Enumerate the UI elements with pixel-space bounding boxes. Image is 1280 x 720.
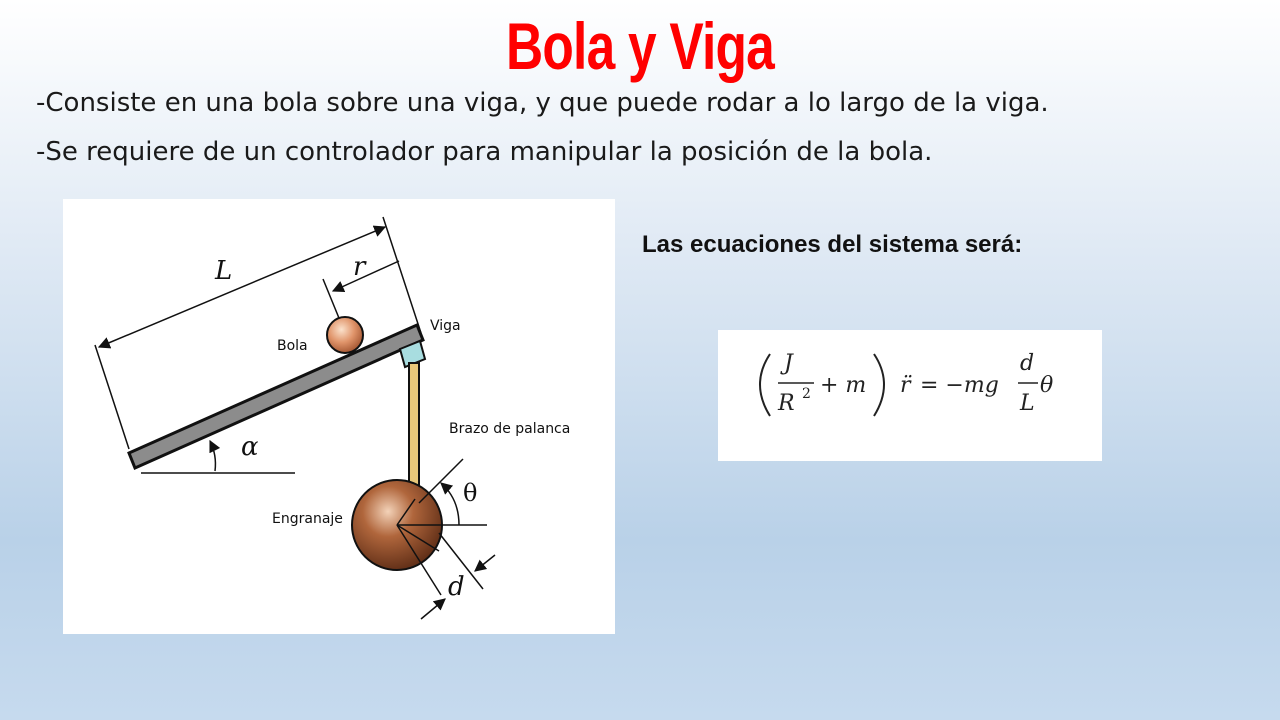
slide-title: Bola y Viga — [505, 9, 775, 83]
label-engranaje: Engranaje — [272, 511, 343, 527]
label-viga: Viga — [430, 318, 461, 334]
label-alpha: α — [241, 432, 259, 462]
equations-label: Las ecuaciones del sistema será: — [642, 231, 1023, 258]
label-theta: θ — [463, 479, 478, 507]
beam — [129, 325, 423, 468]
eq-d: d — [1020, 351, 1035, 376]
dim-d-arrow-a — [475, 555, 495, 571]
dim-r-ext — [323, 279, 341, 323]
right-paren — [874, 354, 884, 416]
eq-r: R — [778, 391, 795, 416]
theta-arc — [441, 483, 459, 525]
eq-r-squared: 2 — [802, 386, 811, 402]
dim-l-ext-right — [383, 217, 421, 333]
label-d: d — [448, 572, 465, 602]
alpha-arc — [210, 441, 215, 471]
ball-beam-diagram — [63, 199, 615, 634]
dim-r-line — [333, 261, 399, 291]
ball — [327, 317, 363, 353]
eq-j: J — [784, 351, 793, 376]
theta-ref-line — [419, 459, 463, 503]
dim-l-ext-left — [95, 345, 129, 449]
label-r: r — [353, 252, 366, 282]
label-brazo: Brazo de palanca — [449, 421, 571, 437]
label-bola: Bola — [277, 338, 308, 354]
eq-theta: θ — [1040, 373, 1054, 398]
eq-l: L — [1020, 391, 1035, 416]
bullet-2: -Se requiere de un controlador para manipular la posición de la bola. — [36, 137, 933, 167]
lever-arm — [409, 363, 419, 501]
dim-d-arrow-b — [421, 599, 445, 619]
equation-box — [718, 330, 1102, 461]
equation-svg — [718, 330, 1102, 461]
eq-plus-m: + m — [820, 373, 867, 398]
diagram-svg — [63, 199, 615, 634]
eq-r-ddot: r̈ — [900, 373, 911, 398]
bullet-1: -Consiste en una bola sobre una viga, y que puede rodar a lo largo de la viga. — [36, 88, 1049, 118]
label-l: L — [215, 256, 233, 286]
eq-rhs: = −mg — [920, 373, 999, 398]
left-paren — [760, 354, 770, 416]
